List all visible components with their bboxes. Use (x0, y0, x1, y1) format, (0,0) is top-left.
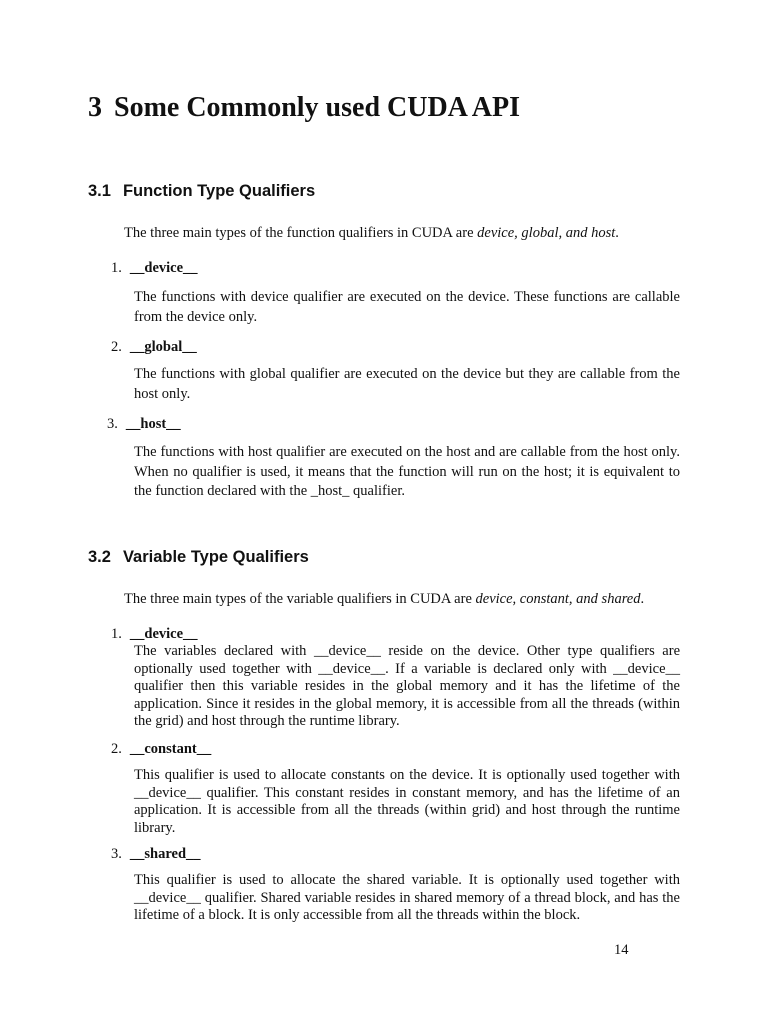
list-number: 3. (111, 846, 122, 862)
qualifier-name: __global__ (129, 339, 197, 355)
list-item-body: The functions with host qualifier are executed on the host and are callable from the host only. When no qualifier is used, it means that the function will run on the host; it is equivalent to the function declared with the _host_ qualifier. (134, 444, 680, 499)
list-number: 1. (111, 260, 122, 276)
section-3-1-intro (124, 224, 684, 242)
list-number: 1. (111, 626, 122, 642)
list-item-head (111, 625, 198, 643)
list-item-body: The functions with global qualifier are executed on the device but they are callable from the host only. (134, 366, 680, 402)
chapter-title (88, 92, 520, 124)
qualifier-name: __host__ (125, 416, 181, 432)
section-3-2-intro (124, 590, 684, 608)
intro-end: . (640, 591, 645, 607)
section-number: 3.1 (88, 182, 111, 200)
intro-text: The three main types of the variable qualifiers in CUDA are (124, 591, 476, 607)
section-3-2-heading (88, 548, 309, 567)
list-item-head (111, 845, 201, 863)
list-item-head (111, 259, 198, 277)
section-title: Function Type Qualifiers (122, 182, 316, 200)
chapter-number: 3 (88, 92, 102, 123)
list-item-head (107, 415, 181, 433)
list-item-body: This qualifier is used to allocate the shared variable. It is optionally used together with __device__ qualifier. Shared variable resides in shared memory of a thread block, and has the lifetime of a block. It is only accessible from all the threads within the block. (134, 872, 680, 923)
qualifier-name: __constant__ (129, 741, 212, 757)
qualifier-name: __device__ (129, 260, 198, 276)
page-number: 14 (614, 942, 629, 958)
intro-end: . (615, 225, 619, 241)
intro-emphasis: device, global, and host (477, 225, 616, 241)
chapter-title-text: Some Commonly used CUDA API (114, 92, 521, 123)
list-number: 2. (111, 741, 122, 757)
list-item-body: The functions with device qualifier are executed on the device. These functions are callable from the device only. (134, 289, 680, 325)
list-item-head (111, 338, 197, 356)
intro-emphasis: device, constant, and shared (475, 591, 641, 607)
section-number: 3.2 (88, 548, 111, 566)
section-title: Variable Type Qualifiers (122, 548, 309, 566)
list-number: 2. (111, 339, 122, 355)
list-item-head (111, 740, 211, 758)
list-number: 3. (107, 416, 118, 432)
qualifier-name: __shared__ (129, 846, 201, 862)
intro-text: The three main types of the function qualifiers in CUDA are (124, 225, 478, 241)
qualifier-name: __device__ (129, 626, 198, 642)
section-3-1-heading (88, 182, 315, 201)
list-item-body: This qualifier is used to allocate constants on the device. It is optionally used together with __device__ qualifier. This constant resides in constant memory, and has the lifetime of an application. It is accessible from all the threads (within grid) and host through the runtime library. (134, 767, 680, 836)
list-item-body: The variables declared with __device__ reside on the device. Other type qualifiers are optionally used together with __device__. If a variable is declared only with __device__ qualifier then this variable resides in the global memory and it has the lifetime of the application. Since it resides in the global memory, it is accessible from all the threads (within the grid) and host through the runtime library. (134, 643, 680, 729)
